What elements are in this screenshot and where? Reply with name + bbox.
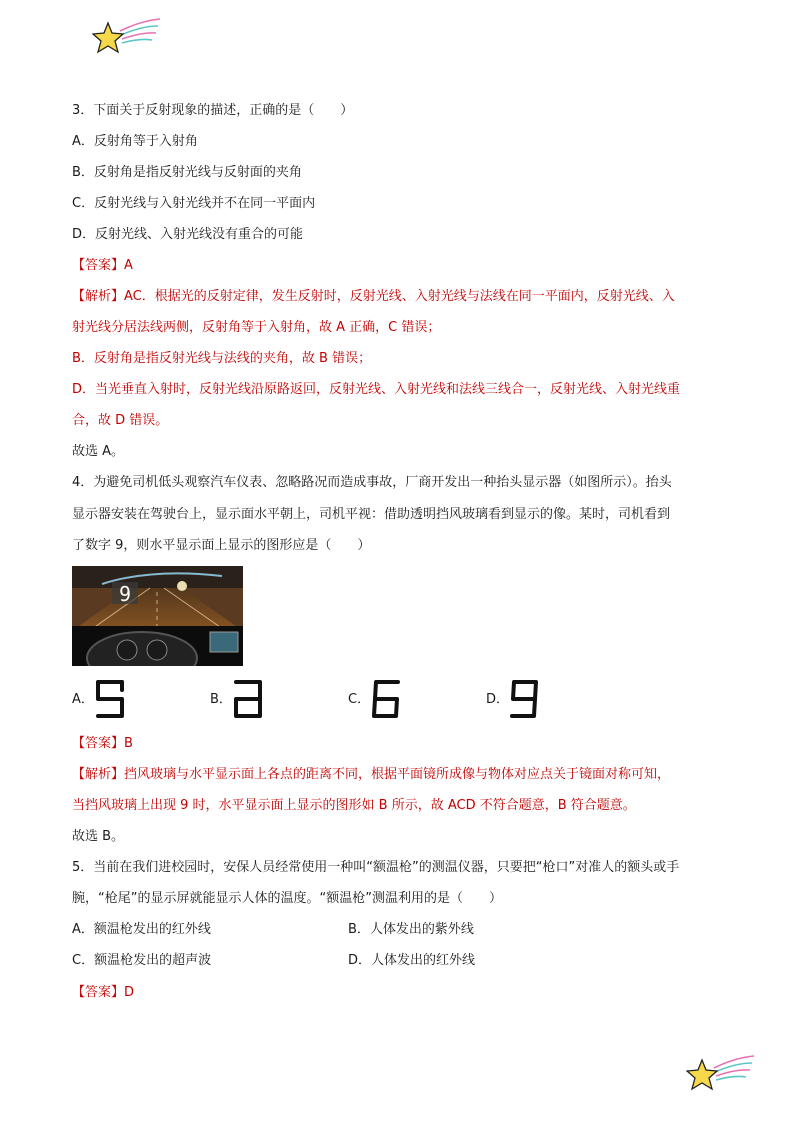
q3-answer: 【答案】A [72,258,133,273]
q4-analysis-line-1: 【解析】挡风玻璃与水平显示面上各点的距离不同，根据平面镜所成像与物体对应点关于镜面对称可知， [72,767,671,782]
glyph-6 [370,678,402,720]
q4-choose: 故选 B。 [72,829,125,844]
q5-option-a: A．额温枪发出的红外线 [72,922,211,937]
shooting-star-icon-bottom [686,1054,756,1096]
q3-analysis-line-3: B．反射角是指反射光线与法线的夹角，故 B 错误； [72,351,372,366]
hud-digit: 9 [118,582,132,606]
shooting-star-icon-top [92,17,162,59]
q4-stem-line-2: 显示器安装在驾驶台上，显示面水平朝上，司机平视：借助透明挡风玻璃看到显示的像。某时，司机看到 [72,507,671,522]
q4-analysis-line-2: 当挡风玻璃上出现 9 时，水平显示面上显示的图形如 B 所示，故 ACD 不符合题意，B 符合题意。 [72,798,636,813]
glyph-reflected-9 [94,678,126,720]
q3-option-d: D．反射光线、入射光线没有重合的可能 [72,227,304,242]
q4-option-c-label: C． [348,692,371,707]
glyph-rotated-6 [232,678,264,720]
q4-option-a-label: A． [72,692,94,707]
q3-option-c: C．反射光线与入射光线并不在同一平面内 [72,196,316,211]
q4-answer: 【答案】B [72,736,133,751]
q3-stem: 3．下面关于反射现象的描述，正确的是（ ） [72,103,354,118]
q4-option-c [348,678,448,722]
q3-choose: 故选 A。 [72,444,125,459]
q3-option-a: A．反射角等于入射角 [72,134,198,149]
q5-option-c: C．额温枪发出的超声波 [72,953,212,968]
hud-photo [72,566,243,666]
glyph-9 [508,678,540,720]
q4-option-d-label: D． [486,692,510,707]
q3-option-b: B．反射角是指反射光线与反射面的夹角 [72,165,302,180]
q3-analysis-line-4: D．当光垂直入射时，反射光线沿原路返回，反射光线、入射光线和法线三线合一，反射光线、入射光线重 [72,382,681,397]
q5-stem-line-2: 腕，“枪尾”的显示屏就能显示人体的温度。“额温枪”测温利用的是（ ） [72,891,502,906]
q4-option-a [72,678,172,722]
q3-analysis-line-2: 射光线分居法线两侧，反射角等于入射角，故 A 正确，C 错误； [72,320,441,335]
q4-stem-line-1: 4．为避免司机低头观察汽车仪表、忽略路况而造成事故，厂商开发出一种抬头显示器（如图所示）。抬头 [72,475,672,490]
q3-analysis-line-5: 合，故 D 错误。 [72,413,169,428]
q5-stem-line-1: 5．当前在我们进校园时，安保人员经常使用一种叫“额温枪”的测温仪器，只要把“枪口”对准人的额头或手 [72,860,680,875]
q4-option-d [486,678,586,722]
q5-option-b: B．人体发出的紫外线 [348,922,474,937]
q4-stem-line-3: 了数字 9，则水平显示面上显示的图形应是（ ） [72,538,371,553]
q4-option-b [210,678,310,722]
q5-option-d: D．人体发出的红外线 [348,953,476,968]
q4-option-b-label: B． [210,692,232,707]
q3-analysis-line-1: 【解析】AC．根据光的反射定律，发生反射时，反射光线、入射光线与法线在同一平面内，反射光线、入 [72,289,675,304]
q5-answer: 【答案】D [72,985,135,1000]
